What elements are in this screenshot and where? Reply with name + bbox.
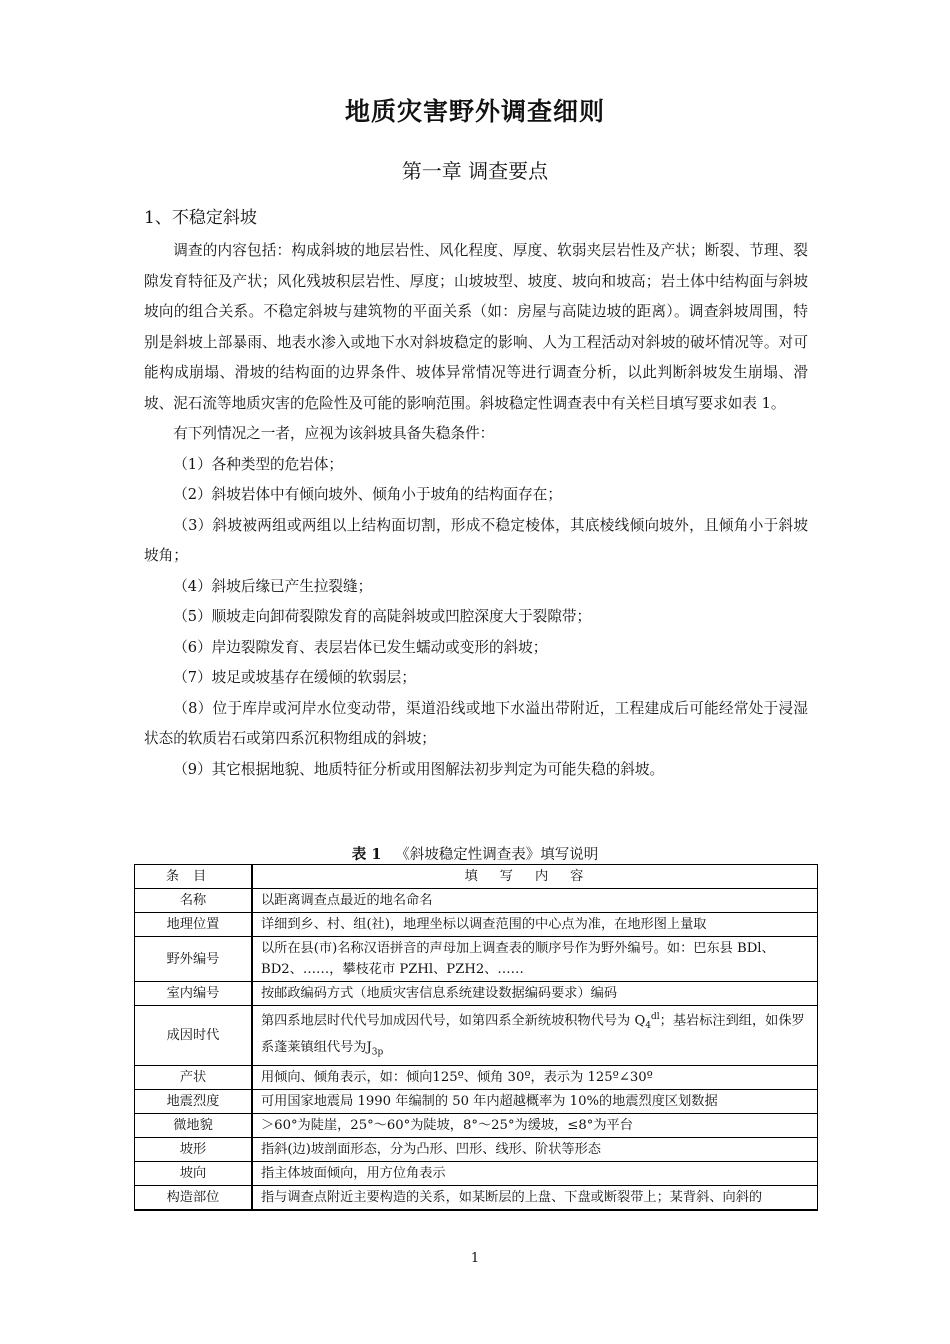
table-row xyxy=(135,1137,818,1161)
table-caption xyxy=(0,843,950,864)
condition-item: （7）坡足或坡基存在缓倾的软弱层； xyxy=(173,669,416,686)
row-item: 产状 xyxy=(135,1065,253,1089)
row-content: ＞60°为陡崖，25°～60°为陡坡，8°～25°为缓坡，≤8°为平台 xyxy=(252,1113,818,1137)
paragraph: 有下列情况之一者，应视为该斜坡具备失稳条件： xyxy=(173,425,495,442)
table-caption-text: 《斜坡稳定性调查表》填写说明 xyxy=(395,847,599,863)
body-text xyxy=(144,236,808,785)
row-item: 坡向 xyxy=(135,1161,253,1185)
row-item: 成因时代 xyxy=(135,1006,253,1066)
table-row xyxy=(135,937,818,982)
row-content-part: 第四系地层时代代号加成因代号，如第四系全新统坡积物代号为 Q xyxy=(261,1013,646,1029)
condition-item: （1）各种类型的危岩体； xyxy=(173,455,344,473)
table-row xyxy=(135,1185,818,1210)
table-header-row xyxy=(135,865,818,889)
condition-item: （2）斜坡岩体中有倾向坡外、倾角小于坡角的结构面存在； xyxy=(173,486,562,503)
document-title: 地质灾害野外调查细则 xyxy=(344,97,605,126)
table-row xyxy=(135,889,818,913)
condition-item: （4）斜坡后缘已产生拉裂缝； xyxy=(173,577,373,595)
row-content: 可用国家地震局 1990 年编制的 50 年内超越概率为 10%的地震烈度区划数据 xyxy=(252,1089,818,1113)
row-content: 以距离调查点最近的地名命名 xyxy=(252,889,818,913)
row-item: 地震烈度 xyxy=(135,1089,253,1113)
row-item: 微地貌 xyxy=(135,1113,253,1137)
subscript: 3p xyxy=(371,1047,384,1058)
condition-item: （3）斜坡被两组或两组以上结构面切割，形成不稳定棱体，其底棱线倾向坡外，且倾角小于斜坡坡角； xyxy=(144,516,808,564)
page-number: 1 xyxy=(470,1251,480,1266)
condition-item: （6）岸边裂隙发育、表层岩体已发生蠕动或变形的斜坡； xyxy=(173,638,548,656)
table-row xyxy=(135,982,818,1006)
row-item: 野外编号 xyxy=(135,937,253,982)
row-content: 以所在县(市)名称汉语拼音的声母加上调查表的顺序号作为野外编号。如：巴东县 BDl、BD2、……，攀枝花市 PZHl、PZH2、…… xyxy=(252,937,818,982)
table-row xyxy=(135,1089,818,1113)
row-item: 名称 xyxy=(135,889,253,913)
paragraph: 调查的内容包括：构成斜坡的地层岩性、风化程度、厚度、软弱夹层岩性及产状；断裂、节理、裂隙发育特征及产状；风化残坡积层岩性、厚度；山坡坡型、坡度、坡向和坡高；岩土体中结构面与斜坡坡向的组合关系。不稳定斜坡与建筑物的平面关系（如：房屋与高陡边坡的距离）。调查斜坡周围，特别是斜坡上部暴雨、地表水渗入或地下水对斜坡稳定的影响、人为工程活动对斜坡的破坏情况等。对可能构成崩塌、滑坡的结构面的边界条件、坡体异常情况等进行调查分析，以此判断斜坡发生崩塌、滑坡、泥石流等地质灾害的危险性及可能的影响范围。斜坡稳定性调查表中有关栏目填写要求如表 1。 xyxy=(144,242,808,412)
table-row xyxy=(135,913,818,937)
row-item: 室内编号 xyxy=(135,982,253,1006)
row-content: 详细到乡、村、组(社)，地理坐标以调查范围的中心点为准，在地形图上量取 xyxy=(252,913,818,937)
row-content: 用倾向、倾角表示，如：倾向125º、倾角 30º，表示为 125º∠30º xyxy=(252,1065,818,1089)
row-item: 地理位置 xyxy=(135,913,253,937)
subscript: 4 xyxy=(645,1021,651,1032)
row-item: 坡形 xyxy=(135,1137,253,1161)
table-row xyxy=(135,1006,818,1066)
header-content: 填写内容 xyxy=(252,865,818,889)
spec-table xyxy=(134,864,818,1211)
row-content: 指与调查点附近主要构造的关系，如某断层的上盘、下盘或断裂带上；某背斜、向斜的 xyxy=(252,1185,818,1210)
row-content xyxy=(252,1006,818,1066)
row-content-part: ；基岩标注到组，如侏罗系蓬莱镇组代号为J xyxy=(261,1013,805,1056)
row-content: 按邮政编码方式（地质灾害信息系统建设数据编码要求）编码 xyxy=(252,982,818,1006)
superscript: dl xyxy=(651,1012,660,1022)
row-item: 构造部位 xyxy=(135,1185,253,1210)
row-content: 指斜(边)坡剖面形态，分为凸形、凹形、线形、阶状等形态 xyxy=(252,1137,818,1161)
condition-item: （5）顺坡走向卸荷裂隙发育的高陡斜坡或凹腔深度大于裂隙带； xyxy=(173,608,592,625)
header-item: 条目 xyxy=(135,865,253,889)
table-row xyxy=(135,1113,818,1137)
table-row xyxy=(135,1161,818,1185)
row-content: 指主体坡面倾向，用方位角表示 xyxy=(252,1161,818,1185)
condition-item: （8）位于库岸或河岸水位变动带，渠道沿线或地下水溢出带附近，工程建成后可能经常处于浸湿状态的软质岩石或第四系沉积物组成的斜坡； xyxy=(144,699,808,747)
chapter-heading: 第一章 调查要点 xyxy=(401,159,549,183)
table-caption-number: 表 1 xyxy=(351,846,382,863)
section-heading: 1、不稳定斜坡 xyxy=(144,208,257,228)
table-row xyxy=(135,1065,818,1089)
condition-item: （9）其它根据地貌、地质特征分析或用图解法初步判定为可能失稳的斜坡。 xyxy=(173,760,665,778)
